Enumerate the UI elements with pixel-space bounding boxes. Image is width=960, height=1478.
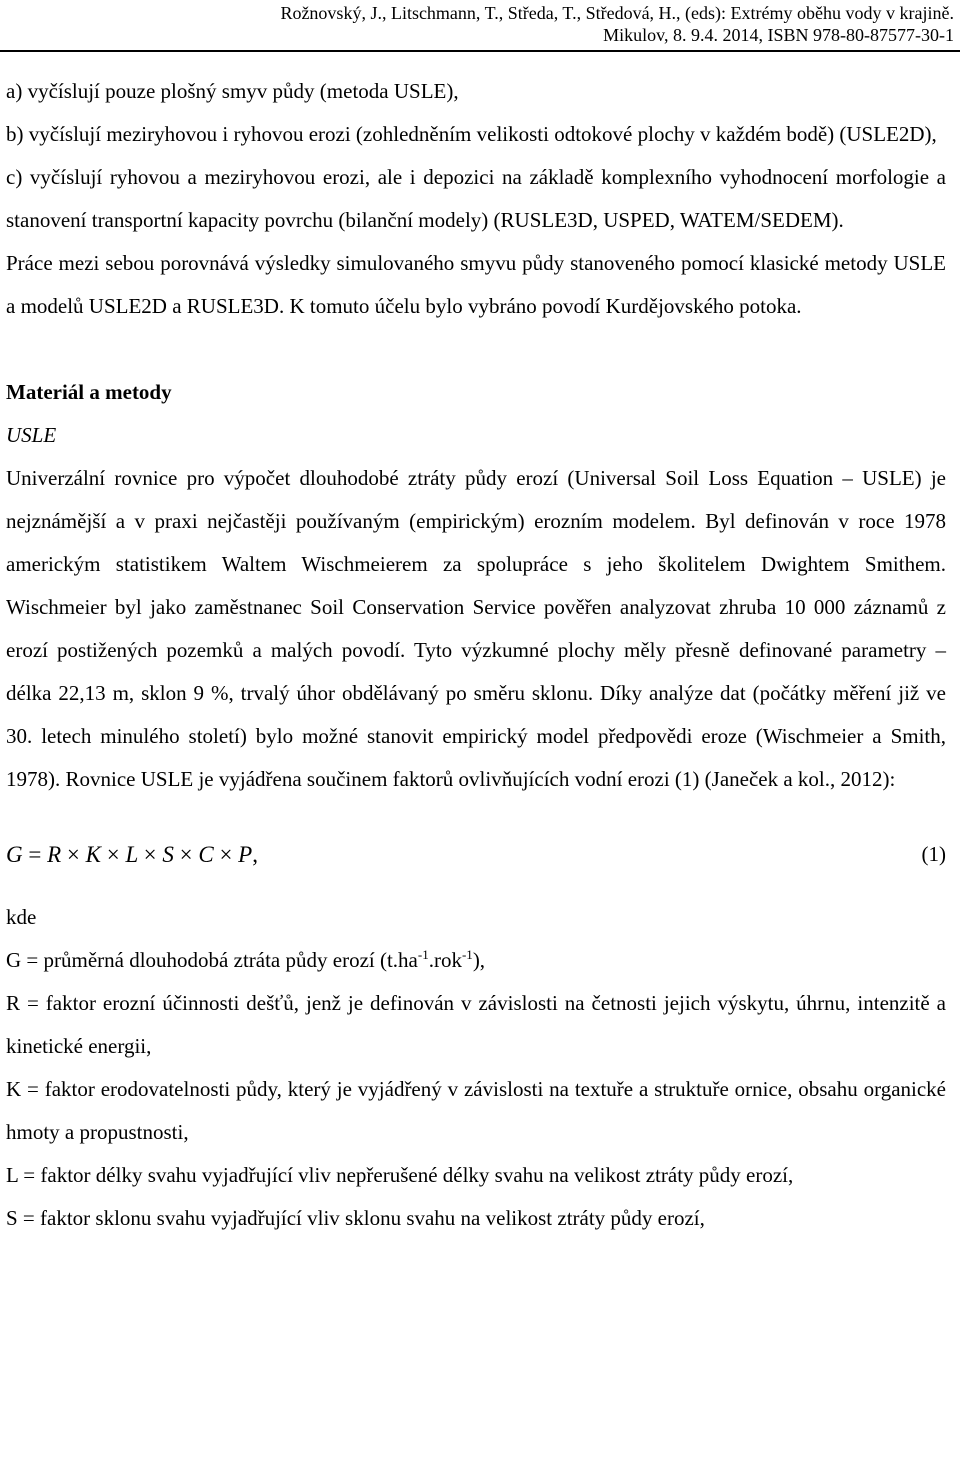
list-item-a: a) vyčíslují pouze plošný smyv půdy (metoda USLE), <box>6 79 459 103</box>
definition-g-unit: .rok <box>428 948 462 972</box>
equation-times: × <box>143 842 157 867</box>
list-item-c: c) vyčíslují ryhovou a meziryhovou erozi, ale i depozici na základě komplexního vyhodnocení morfologie a stanovení transportní kapacity povrchu (bilanční modely) (RUSLE3D, USPED, WATEM/SEDEM). <box>6 165 946 232</box>
definition-l: L = faktor délky svahu vyjadřující vliv nepřerušené délky svahu na velikost ztráty půdy erozí, <box>6 1163 794 1187</box>
list-item-b: b) vyčíslují meziryhovou i ryhovou erozi (zohledněním velikosti odtokové plochy v každém bodě) (USLE2D), <box>6 122 937 146</box>
where-label: kde <box>6 905 37 929</box>
definition-g-end: ), <box>472 948 486 972</box>
equation-factor-r: R <box>47 842 62 867</box>
intro-paragraph: Práce mezi sebou porovnává výsledky simulovaného smyvu půdy stanoveného pomocí klasické metody USLE a modelů USLE2D a RUSLE3D. K tomuto účelu bylo vybráno povodí Kurdějovského potoka. <box>6 251 946 318</box>
usle-equation <box>6 833 258 876</box>
equation-times: × <box>66 842 80 867</box>
equation-times: × <box>106 842 120 867</box>
usle-paragraph: Univerzální rovnice pro výpočet dlouhodobé ztráty půdy erozí (Universal Soil Loss Equation – USLE) je nejznámější a v praxi nejčastěji používaným (empirickým) erozním modelem. Byl definován v roce 1978 americkým statistikem Waltem Wischmeierem za spolupráce s jeho školitelem Dwightem Smithem. Wischmeier byl jako zaměstnanec Soil Conservation Service pověřen analyzovat zhruba 10 000 záznamů z erozí postižených pozemků a malých povodí. Tyto výzkumné plochy měly přesně definované parametry – délka 22,13 m, sklon 9 %, trvalý úhor obdělávaný po směru sklonu. Díky analýze dat (počátky měření již ve 30. letech minulého století) bylo možné stanovit empirický model předpovědi eroze (Wischmeier a Smith, 1978). Rovnice USLE je vyjádřena součinem faktorů ovlivňujících vodní erozi (1) (Janeček a kol., 2012): <box>6 466 946 791</box>
section-heading: Materiál a metody <box>6 380 172 404</box>
superscript: -1 <box>417 947 429 962</box>
document-body <box>6 70 946 1240</box>
spacer <box>6 876 946 896</box>
definition-g-text: G = průměrná dlouhodobá ztráta půdy erozí (t.ha <box>6 948 418 972</box>
spacer <box>6 328 946 371</box>
equation-trailing-comma: , <box>252 842 258 867</box>
equation-factor-k: K <box>85 842 101 867</box>
superscript: -1 <box>461 947 473 962</box>
running-header <box>0 0 954 46</box>
definition-r: R = faktor erozní účinnosti dešťů, jenž je definován v závislosti na četnosti jejich výskytu, úhrnu, intenzitě a kinetické energii, <box>6 991 946 1058</box>
equation-times: × <box>219 842 233 867</box>
header-citation-line-2: Mikulov, 8. 9.4. 2014, ISBN 978-80-87577-30-1 <box>603 25 954 45</box>
equation-factor-p: P <box>238 842 253 867</box>
definition-g <box>6 939 946 982</box>
equation-times: × <box>179 842 193 867</box>
equation-number: (1) <box>921 842 946 866</box>
equation-factor-c: C <box>198 842 214 867</box>
definition-k: K = faktor erodovatelnosti půdy, který je vyjádřený v závislosti na textuře a struktuře ornice, obsahu organické hmoty a propustnosti, <box>6 1077 946 1144</box>
header-citation-line-1: Rožnovský, J., Litschmann, T., Středa, T., Středová, H., (eds): Extrémy oběhu vody v krajině. <box>280 3 954 23</box>
header-rule <box>0 50 960 52</box>
equation-row <box>6 833 946 876</box>
definition-s: S = faktor sklonu svahu vyjadřující vliv sklonu svahu na velikost ztráty půdy erozí, <box>6 1206 705 1230</box>
subsection-heading: USLE <box>6 423 57 447</box>
equation-factor-l: L <box>125 842 138 867</box>
equation-equals: = <box>28 842 42 867</box>
equation-lhs: G <box>6 842 23 867</box>
equation-factor-s: S <box>162 842 174 867</box>
